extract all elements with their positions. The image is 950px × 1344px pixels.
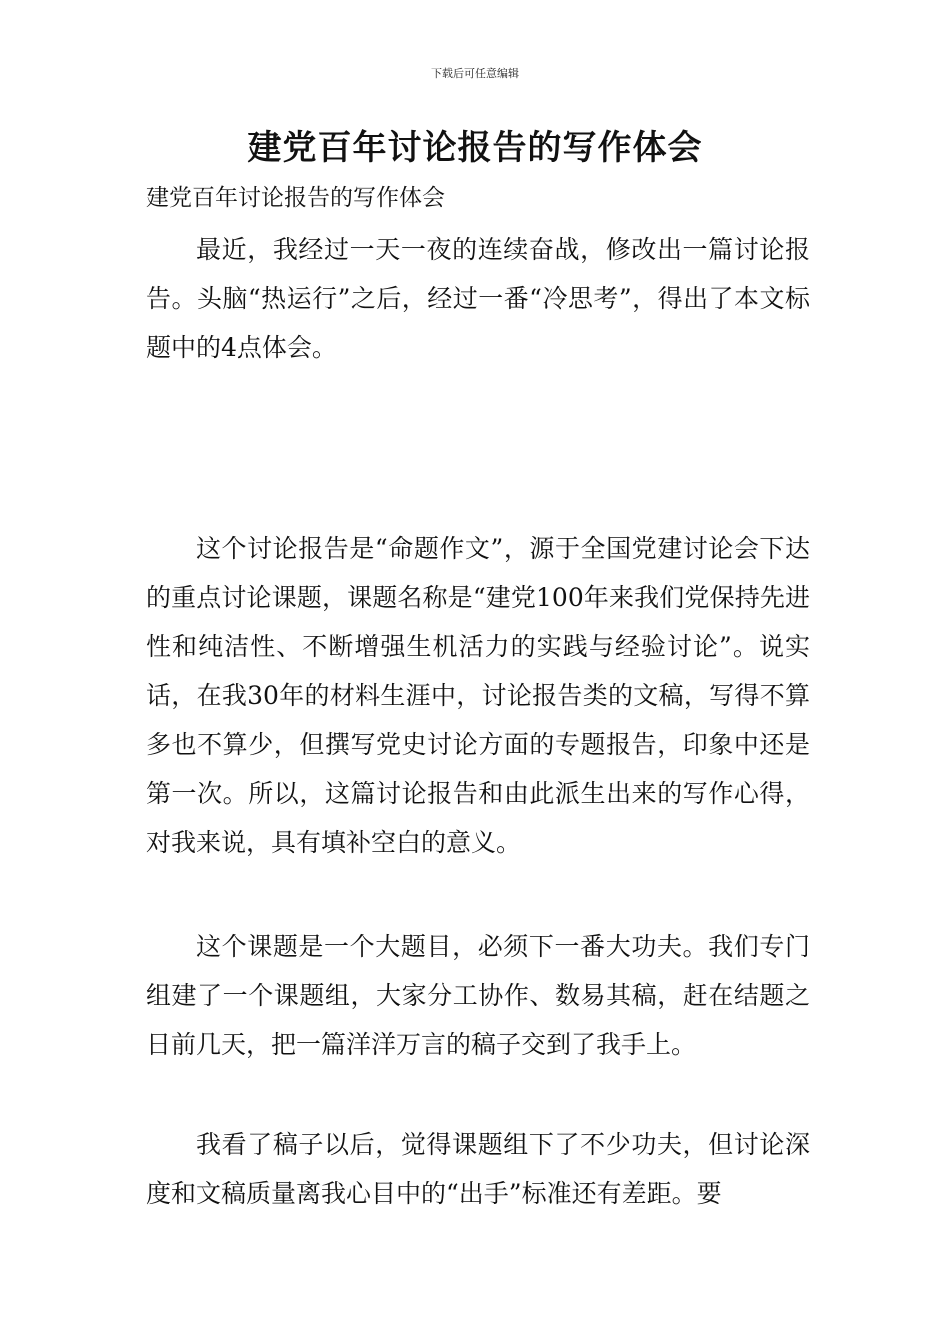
body-paragraph-2: 这个讨论报告是“命题作文”，源于全国党建讨论会下达的重点讨论课题，课题名称是“建党100年来我们党保持先进性和纯洁性、不断增强生机活力的实践与经验讨论”。说实话，在我30年的材料生涯中，讨论报告类的文稿，写得不算多也不算少，但撰写党史讨论方面的专题报告，印象中还是第一次。所以，这篇讨论报告和由此派生出来的写作心得，对我来说，具有填补空白的意义。 xyxy=(146,534,810,857)
document-subtitle: 建党百年讨论报告的写作体会 xyxy=(146,185,445,211)
body-paragraph-3: 这个课题是一个大题目，必须下一番大功夫。我们专门组建了一个课题组，大家分工协作、数易其稿，赶在结题之日前几天，把一篇洋洋万言的稿子交到了我手上。 xyxy=(146,932,810,1059)
body-paragraph-1: 最近，我经过一天一夜的连续奋战，修改出一篇讨论报告。头脑“热运行”之后，经过一番“冷思考”，得出了本文标题中的4点体会。 xyxy=(146,235,810,362)
header-note: 下载后可任意编辑 xyxy=(431,67,519,80)
document-title: 建党百年讨论报告的写作体会 xyxy=(247,128,703,168)
body-paragraph-4: 我看了稿子以后，觉得课题组下了不少功夫，但讨论深度和文稿质量离我心目中的“出手”标准还有差距。要 xyxy=(146,1130,810,1208)
